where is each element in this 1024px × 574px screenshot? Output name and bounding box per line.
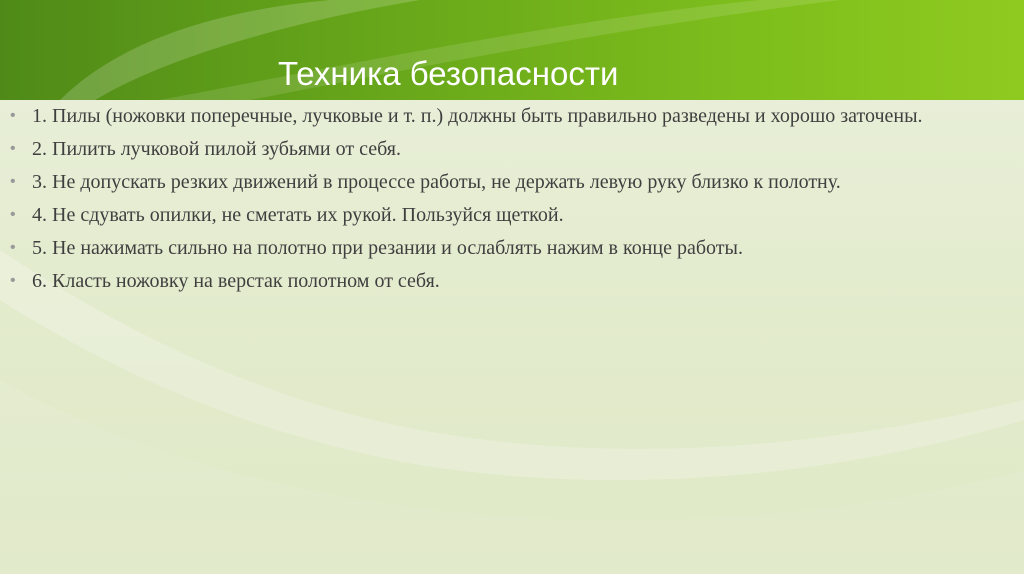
list-item-text: 6. Класть ножовку на верстак полотном от себя. <box>32 270 440 292</box>
list-item <box>8 201 1008 229</box>
bullet: • <box>10 107 16 124</box>
list-item <box>8 168 1008 196</box>
list-item-text: 1. Пилы (ножовки поперечные, лучковые и т. п.) должны быть правильно разведены и хорошо заточены. <box>32 105 923 127</box>
bullet: • <box>10 206 16 223</box>
list-item <box>8 135 1008 163</box>
list-item <box>8 267 1008 295</box>
list-item <box>8 234 1008 262</box>
list-item-text: 4. Не сдувать опилки, не сметать их рукой. Пользуйся щеткой. <box>32 204 564 226</box>
list-item-text: 2. Пилить лучковой пилой зубьями от себя. <box>32 138 401 160</box>
bullet: • <box>10 140 16 157</box>
list-item <box>8 102 1008 130</box>
list-item-text: 5. Не нажимать сильно на полотно при резании и ослаблять нажим в конце работы. <box>32 237 743 259</box>
bullet: • <box>10 173 16 190</box>
slide-title: Техника безопасности <box>278 55 619 92</box>
list-item-text: 3. Не допускать резких движений в процессе работы, не держать левую руку близко к полотну. <box>32 171 841 193</box>
bullet: • <box>10 239 16 256</box>
bullet: • <box>10 272 16 289</box>
safety-rules-list <box>8 102 1008 295</box>
